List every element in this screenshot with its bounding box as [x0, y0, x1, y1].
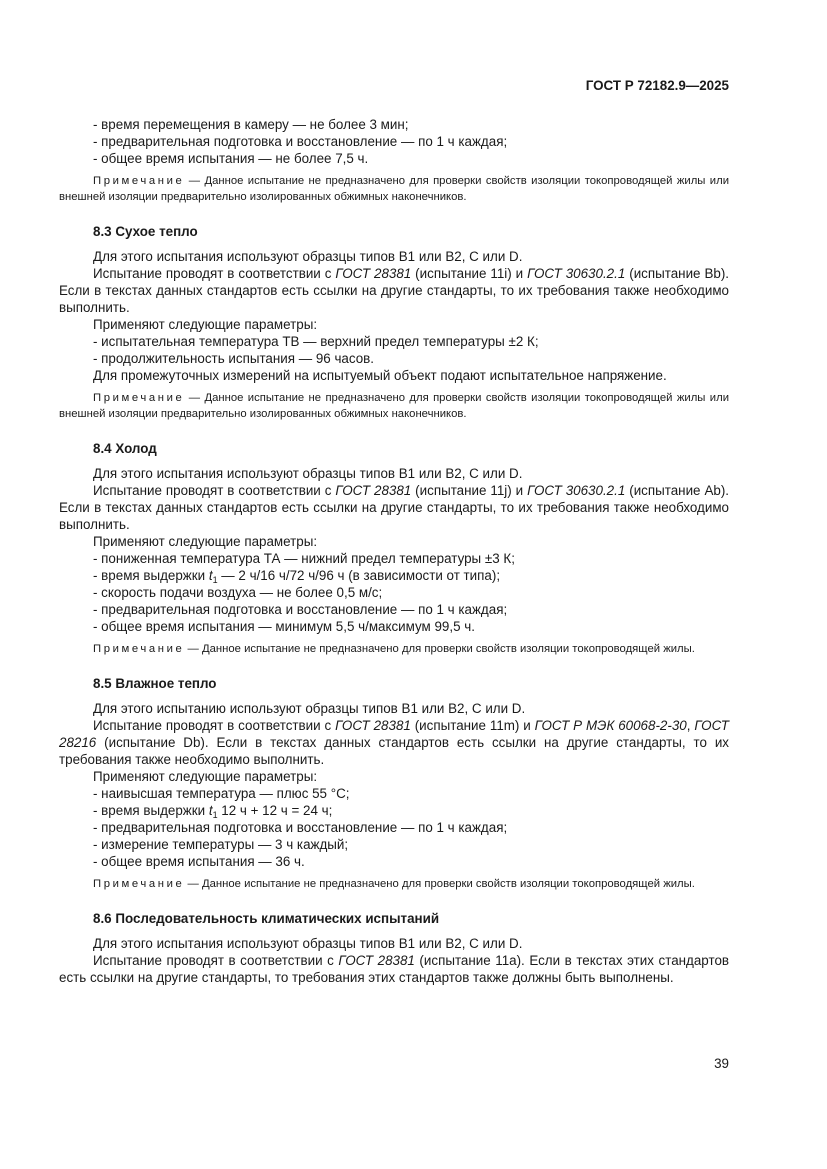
standard-reference: ГОСТ 30630.2.1 [527, 483, 626, 498]
paragraph: Применяют следующие параметры: [93, 317, 318, 332]
paragraph: Применяют следующие параметры: [93, 534, 318, 549]
list-item: - пониженная температура ТА — нижний предел температуры ±3 К; [93, 551, 515, 566]
list-item: - общее время испытания — не более 7,5 ч. [93, 151, 369, 166]
variable: t [208, 568, 213, 583]
list-item: - предварительная подготовка и восстановление — по 1 ч каждая; [93, 134, 508, 149]
paragraph: Для промежуточных измерений на испытуемый объект подают испытательное напряжение. [93, 368, 667, 383]
variable: t [208, 803, 213, 818]
list-item: - измерение температуры — 3 ч каждый; [93, 837, 349, 852]
list-item: - время выдержки $t_1$ 12 ч + 12 ч = 24 ч; [93, 803, 333, 820]
standard-reference: ГОСТ Р МЭК 60068-2-30 [534, 718, 687, 733]
section-heading-8-3: 8.3 Сухое тепло [93, 224, 198, 239]
list-item: - продолжительность испытания — 96 часов. [93, 351, 374, 366]
section-heading-8-4: 8.4 Холод [93, 441, 157, 456]
note-label: Примечание [93, 175, 185, 187]
list-item: - общее время испытания — минимум 5,5 ч/максимум 99,5 ч. [93, 619, 475, 634]
standard-reference: ГОСТ 28216 [59, 718, 729, 750]
page-content [59, 116, 729, 986]
page-number: 39 [714, 1056, 729, 1071]
note: Примечание — Данное испытание не предназначено для проверки свойств изоляции токопроводящей жилы или внешней изоляции предварительно изолированных обжимных наконечников. [59, 175, 730, 203]
paragraph: Испытание проводят в соответствии с ГОСТ 28381 (испытание 11j) и ГОСТ 30630.2.1 (испытание Ab). Если в текстах данных стандартов есть ссылки на другие стандарты, то их требования также необходимо выполнить. [59, 483, 730, 532]
document-id: ГОСТ Р 72182.9—2025 [585, 78, 729, 93]
list-item: - время выдержки $t_1$ — 2 ч/16 ч/72 ч/96 ч (в зависимости от типа); [93, 568, 501, 585]
note-label: Примечание [93, 878, 185, 890]
paragraph: Применяют следующие параметры: [93, 769, 318, 784]
note: Примечание — Данное испытание не предназначено для проверки свойств изоляции токопроводящей жилы. [93, 643, 695, 655]
section-heading-8-5: 8.5 Влажное тепло [93, 676, 217, 691]
note-text: Данное испытание не предназначено для проверки свойств изоляции токопроводящей жилы или внешней изоляции предварительно изолированных обжимных наконечников. [59, 175, 730, 203]
list-item: - время перемещения в камеру — не более 3 мин; [93, 117, 409, 132]
standard-reference: ГОСТ 28381 [335, 266, 412, 281]
list-item: - предварительная подготовка и восстановление — по 1 ч каждая; [93, 602, 508, 617]
paragraph: Для этого испытания используют образцы типов В1 или В2, С или D. [93, 466, 523, 481]
standard-reference: ГОСТ 28381 [335, 718, 411, 733]
list-item: - общее время испытания — 36 ч. [93, 854, 305, 869]
list-item: - наивысшая температура — плюс 55 °С; [93, 786, 350, 801]
paragraph: Испытание проводят в соответствии с ГОСТ 28381 (испытание 11m) и ГОСТ Р МЭК 60068-2-30, ГОСТ 28216 (испытание Db). Если в текстах данных стандартов есть ссылки на другие стандарты, то их требования также необходимо выполнить. [59, 718, 729, 767]
paragraph: Испытание проводят в соответствии с ГОСТ 28381 (испытание 11i) и ГОСТ 30630.2.1 (испытание Bb). Если в текстах данных стандартов есть ссылки на другие стандарты, то их требования также необходимо выполнить. [59, 266, 730, 315]
note: Примечание — Данное испытание не предназначено для проверки свойств изоляции токопроводящей жилы или внешней изоляции предварительно изолированных обжимных наконечников. [59, 392, 730, 420]
paragraph: Испытание проводят в соответствии с ГОСТ 28381 (испытание 11a). Если в текстах этих стандартов есть ссылки на другие стандарты, то требования этих стандартов также должны быть выполнены. [59, 953, 730, 985]
note-text: Данное испытание не предназначено для проверки свойств изоляции токопроводящей жилы или внешней изоляции предварительно изолированных обжимных наконечников. [59, 392, 730, 420]
standard-reference: ГОСТ 30630.2.1 [527, 266, 626, 281]
note-text: Данное испытание не предназначено для проверки свойств изоляции токопроводящей жилы. [201, 878, 695, 890]
list-item: - скорость подачи воздуха — не более 0,5 м/с; [93, 585, 383, 600]
note-label: Примечание [93, 643, 185, 655]
list-item: - испытательная температура ТВ — верхний предел температуры ±2 К; [93, 334, 539, 349]
paragraph: Для этого испытания используют образцы типов В1 или В2, С или D. [93, 249, 523, 264]
note-text: Данное испытание не предназначено для проверки свойств изоляции токопроводящей жилы. [201, 643, 695, 655]
standard-reference: ГОСТ 28381 [338, 953, 415, 968]
standard-reference: ГОСТ 28381 [335, 483, 412, 498]
paragraph: Для этого испытанию используют образцы типов В1 или В2, С или D. [93, 701, 526, 716]
intro-list [59, 116, 729, 167]
note: Примечание — Данное испытание не предназначено для проверки свойств изоляции токопроводящей жилы. [93, 878, 695, 890]
section-heading-8-6: 8.6 Последовательность климатических испытаний [93, 911, 440, 926]
list-item: - предварительная подготовка и восстановление — по 1 ч каждая; [93, 820, 508, 835]
note-label: Примечание [93, 392, 185, 404]
paragraph: Для этого испытания используют образцы типов В1 или В2, С или D. [93, 936, 523, 951]
